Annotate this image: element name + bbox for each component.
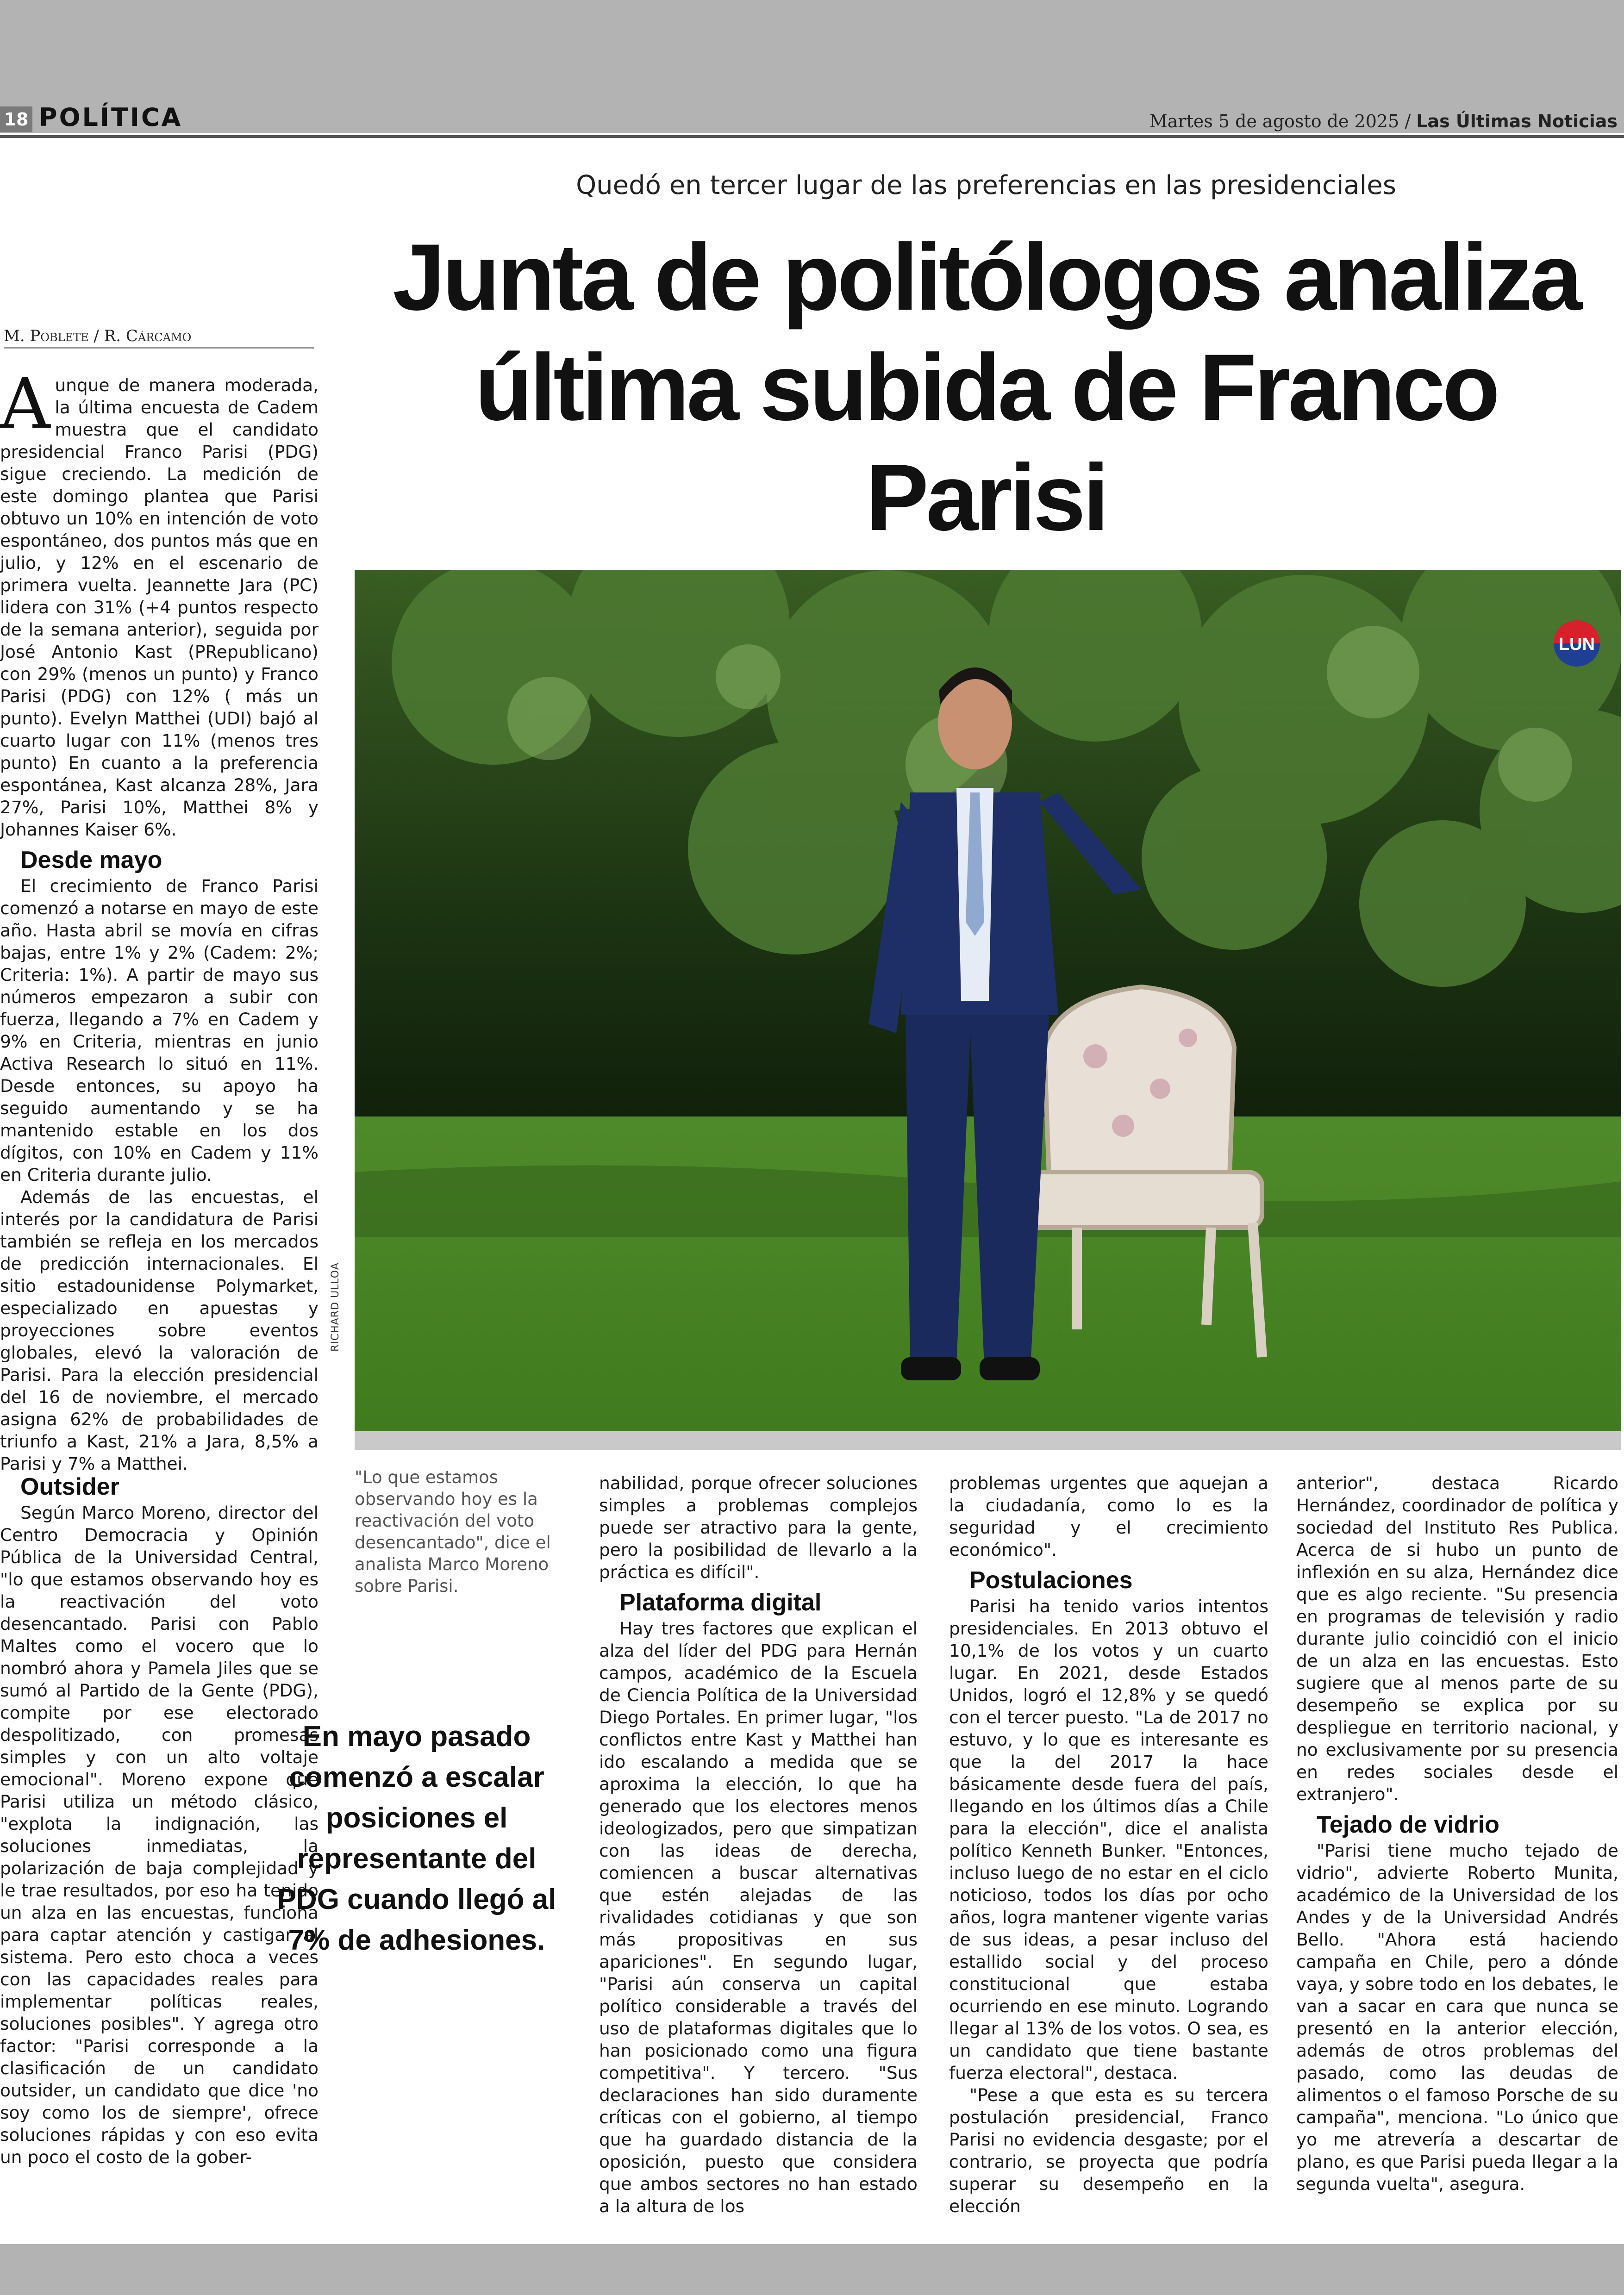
section-title: POLÍTICA [39, 103, 183, 132]
newspaper-name: Las Últimas Noticias [1416, 111, 1618, 131]
paragraph: problemas urgentes que aquejan a la ciudadanía, como lo es la seguridad y el crecimiento económico". [949, 1473, 1268, 1560]
column-2 [599, 1472, 918, 2217]
paragraph: "Parisi tiene mucho tejado de vidrio", advierte Roberto Munita, académico de la Universidad de los Andes y de la Universidad Andrés Bello. "Ahora está haciendo campaña en Chile, pero a dónde vaya, y sobre todo en los debates, le van a sacar en cara que nunca se presentó en la anterior elección, además de otros problemas del pasado, como las deudas de alimentos o el famoso Porsche de su campaña", menciona. "Lo único que yo me atrevería a descartar de plano, es que Parisi pueda llegar a la segunda vuelta", asegura. [1296, 1840, 1618, 2194]
column-4 [1296, 1472, 1618, 2195]
lead-paragraph [0, 364, 319, 841]
pull-quote: En mayo pasado comenzó a escalar posiciones el representante del PDG cuando llegó al 7% de adhesiones. [277, 1721, 556, 1956]
kicker: Quedó en tercer lugar de las preferencias en las presidenciales [576, 170, 1396, 200]
photo-illustration [355, 570, 1621, 1450]
dateline-separator: / [1399, 111, 1417, 131]
paragraph: Además de las encuestas, el interés por la candidatura de Parisi también se refleja en los mercados de predicción internacionales. El sitio estadounidense Polymarket, especializado en apuestas y proyecciones sobre eventos globales, elevó la valoración de Parisi. Para la elección presidencial del 16 de noviembre, el mercado asigna 62% de probabilidades de triunfo a Kast, 21% a Jara, 8,5% a Parisi y 7% a Matthei. [0, 1187, 319, 1474]
article-photo [355, 570, 1621, 1450]
lun-logo [1553, 619, 1601, 667]
paragraph: "Pese a que esta es su tercera postulación presidencial, Franco Parisi no evidencia desgaste; por el contrario, se proyecta que podría superar su desempeño en la elección [949, 2085, 1268, 2216]
page-number: 18 [0, 106, 32, 132]
header-rule [0, 135, 1624, 138]
lun-logo-text: LUN [1558, 635, 1595, 654]
paragraph: Parisi ha tenido varios intentos presidenciales. En 2013 obtuvo el 10,1% de los votos y un cuarto lugar. En 2021, desde Estados Unidos, logró el 12,8% y se quedó con el tercer puesto. "La de 2017 no estuvo, y lo que es interesante es que la del 2017 la hace básicamente desde fuera del país, llegando en los últimos días a Chile para la elección", dice el analista político Kenneth Bunker. "Entonces, incluso luego de no estar en el ciclo noticioso, todos los días por ocho años, logra mantener vigente varias de sus ideas, a pesar incluso del estallido social y del proceso constitucional que estaba ocurriendo en ese minuto. Logrando llegar al 13% de los votos. O sea, es un candidato que tiene bastante fuerza electoral", destaca. [949, 1596, 1268, 2083]
paragraph: anterior", destaca Ricardo Hernández, coordinador de política y sociedad del Instituto Res Publica. Acerca de si hubo un punto de inflexión en su alza, Hernández dice que es algo reciente. "Su presencia en programas de televisión y radio durante julio coincidió con el inicio de un alza en las encuestas. Esto sugiere que al menos parte de su desempeño se explica por su despliegue en territorio nacional, y no exclusivamente por su presencia en redes sociales desde el extranjero". [1296, 1473, 1618, 1804]
headline-line: última subida de Franco Parisi [475, 335, 1498, 550]
column-1-top [0, 364, 319, 1475]
photo-caption: "Lo que estamos observando hoy es la reactivación del voto desencantado", dice el analista Marco Moreno sobre Parisi. [355, 1467, 551, 1596]
subhead-tejado-de-vidrio: Tejado de vidrio [1317, 1811, 1499, 1838]
subhead-postulaciones: Postulaciones [969, 1567, 1133, 1594]
paragraph: nabilidad, porque ofrecer soluciones simples a problemas complejos puede ser atractivo para la gente, pero la posibilidad de llevarlo a la práctica es difícil". [599, 1473, 918, 1582]
byline: M. Poblete / R. Cárcamo [4, 327, 314, 349]
subhead-outsider: Outsider [20, 1473, 119, 1500]
subhead-plataforma-digital: Plataforma digital [619, 1589, 822, 1616]
lead-text: unque de manera moderada, la última encuesta de Cadem muestra que el candidato presidencial Franco Parisi (PDG) sigue creciendo. La medición de este domingo plantea que Parisi obtuvo un 10% en intención de voto espontáneo, dos puntos más que en julio, y 12% en el escenario de primera vuelta. Jeannette Jara (PC) lidera con 31% (+4 puntos respecto de la semana anterior), seguida por José Antonio Kast (PRepublicano) con 29% (menos un punto) y Franco Parisi (PDG) con 12% ( más un punto). Evelyn Matthei (UDI) bajó al cuarto lugar con 11% (menos tres punto) En cuanto a la preferencia espontánea, Kast alcanza 28%, Jara 27%, Parisi 10%, Matthei 8% y Johannes Kaiser 6%. [0, 375, 319, 840]
paragraph: Según Marco Moreno, director del Centro Democracia y Opinión Pública de la Universidad Central, "lo que estamos observando hoy es la reactivación del voto desencantado. Parisi con Pablo Maltes como el vocero que lo nombró ahora y Pamela Jiles que se sumó al Partido de la Gente (PDG), compite por ese electorado despolitizado, con promesas simples y con un alto voltaje emocional". Moreno expone que Parisi utiliza un método clásico, "explota la indignación, las soluciones inmediatas, la polarización de baja complejidad y le trae resultados, por eso ha tenido un alza en las encuestas, funciona para captar atención y castigar al sistema. Pero esto choca a veces con las capacidades reales para implementar políticas reales, soluciones posibles". Y agrega otro factor: "Parisi corresponde a la clasificación de un candidato outsider, un candidato que dice 'no soy como los de siempre', ofrece soluciones rápidas y con eso evita un poco el costo de la gober- [0, 1503, 319, 2167]
dateline [1149, 111, 1618, 131]
bottom-margin-band [0, 2244, 1624, 2295]
column-3 [949, 1472, 1268, 2217]
paragraph: Hay tres factores que explican el alza del líder del PDG para Hernán campos, académico de la Escuela de Ciencia Política de la Universidad Diego Portales. En primer lugar, "los conflictos entre Kast y Matthei han ido escalando a medida que se aproxima la elección, lo que ha generado que los electores menos ideologizados, pero que simpatizan con las ideas de derecha, comiencen a buscar alternativas que estén alejadas de las rivalidades cotidianas y que son más propositivas en sus apariciones". En segundo lugar, "Parisi aún conserva un capital político considerable a través del uso de plataformas digitales que lo han posicionado como una figura competitiva". Y tercero. "Sus declaraciones han sido duramente críticas con el gobierno, al tiempo que ha guardado distancia de la oposición, puesto que considera que ambos sectores no han estado a la altura de los [599, 1618, 918, 2216]
headline-line: Junta de politólogos analiza [393, 225, 1580, 330]
issue-date: Martes 5 de agosto de 2025 [1149, 111, 1399, 131]
subhead-desde-mayo: Desde mayo [20, 847, 162, 873]
paragraph: El crecimiento de Franco Parisi comenzó a notarse en mayo de este año. Hasta abril se movía en cifras bajas, entre 1% y 2% (Cadem: 2%; Criteria: 1%). A partir de mayo sus números empezaron a subir con fuerza, llegando a 7% en Cadem y 9% en Criteria, mientras en junio Activa Research lo situó en 11%. Desde entonces, su apoyo ha seguido aumentando y se ha mantenido estable en los dos dígitos, con 10% en Cadem y 11% en Criteria durante julio. [0, 876, 319, 1185]
drop-cap: A [0, 364, 50, 444]
photo-credit: RICHARD ULLOA [330, 1262, 341, 1352]
